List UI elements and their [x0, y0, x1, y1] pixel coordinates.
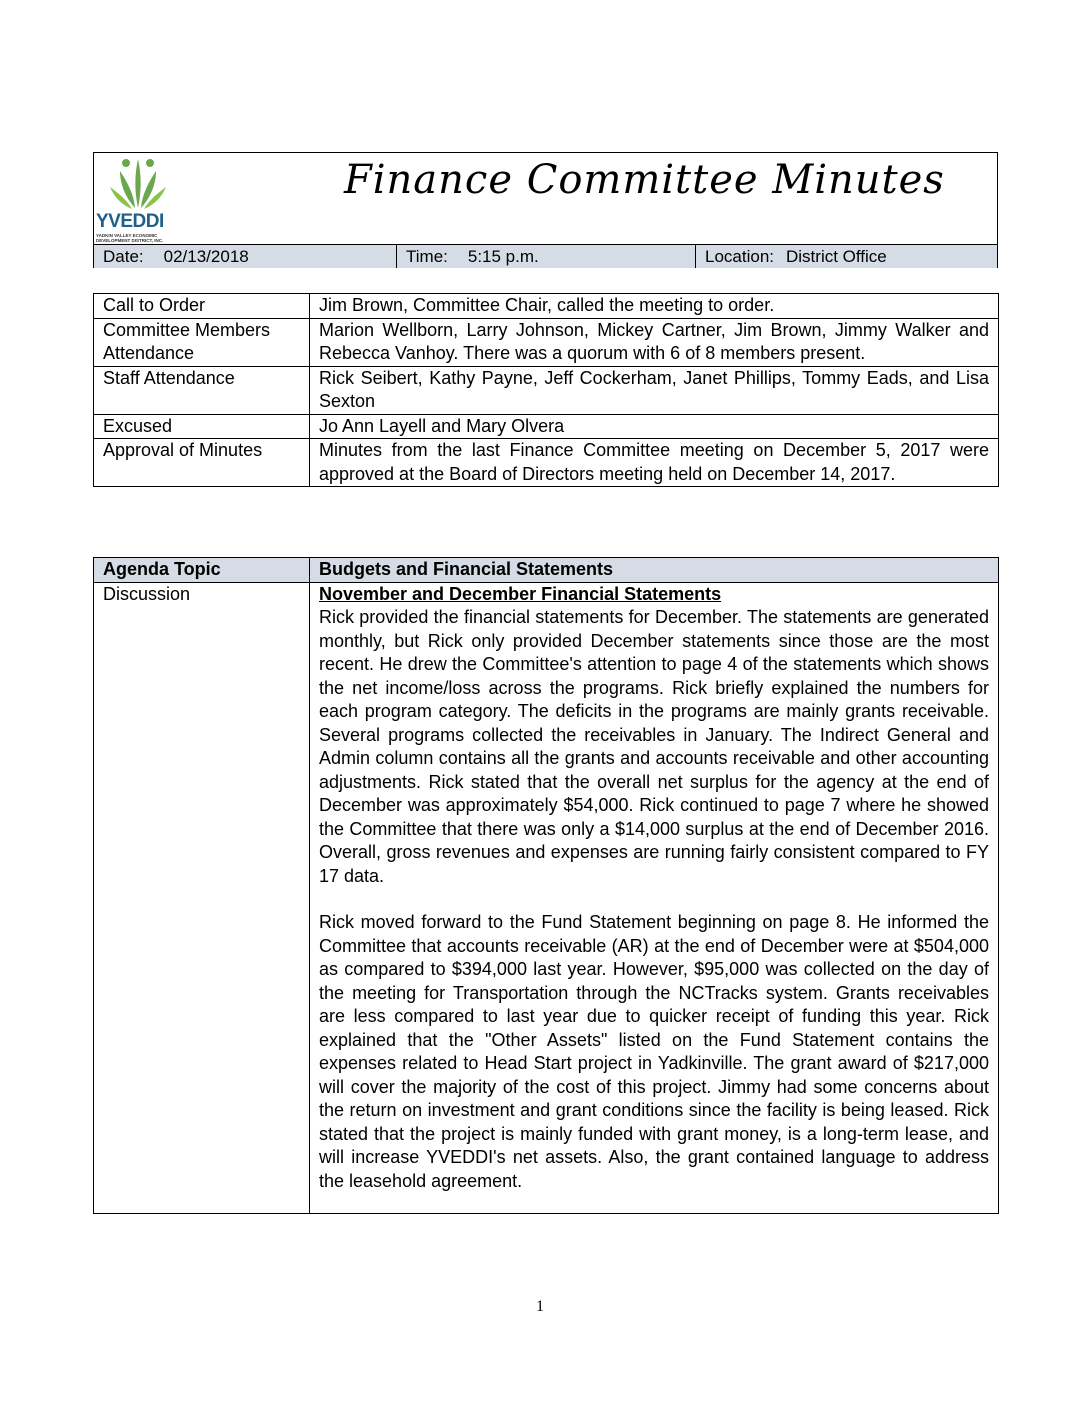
discussion-subheading: November and December Financial Statements [319, 583, 722, 604]
location-cell [695, 245, 997, 268]
row-label: Approval of Minutes [94, 439, 310, 487]
discussion-label: Discussion [94, 582, 310, 1214]
row-value: Minutes from the last Finance Committee meeting on December 5, 2017 were approved at the Board of Directors meeting held on December 14, 2017. [310, 439, 999, 487]
table-row [94, 318, 999, 366]
leaf-logo-icon [108, 153, 168, 211]
agenda-topic-value: Budgets and Financial Statements [310, 558, 999, 583]
row-value: Rick Seibert, Kathy Payne, Jeff Cockerham, Janet Phillips, Tommy Eads, and Lisa Sexton [310, 366, 999, 414]
row-value: Marion Wellborn, Larry Johnson, Mickey Cartner, Jim Brown, Jimmy Walker and Rebecca Vanhoy. There was a quorum with 6 of 8 members present. [310, 318, 999, 366]
discussion-paragraph-2: Rick moved forward to the Fund Statement beginning on page 8. He informed the Committee that accounts receivable (AR) at the end of December were at $504,000 as compared to $394,000 last year. However, $95,000 was collected on the day of the meeting for Transportation through the NCTracks system. Grants receivables are less compared to last year due to quicker receipt of funding this year. Rick explained that the "Other Assets" listed on the Fund Statement contains the expenses related to Head Start project in Yadkinville. The grant award of $217,000 will cover the majority of the cost of this project. Jimmy had some concerns about the return on investment and grant conditions since the facility is being leased. Rick stated that the project is mainly funded with grant money, is a long-term lease, and will increase YVEDDI's net assets. Also, the grant contained language to address the leasehold agreement. [319, 912, 989, 1191]
page-number: 1 [536, 1298, 544, 1315]
row-value: Jim Brown, Committee Chair, called the meeting to order. [310, 294, 999, 319]
row-label: Committee Members Attendance [94, 318, 310, 366]
discussion-content [310, 582, 999, 1214]
yveddi-logo [96, 155, 186, 245]
agenda-header-row [94, 558, 999, 583]
document-title: Finance Committee Minutes [344, 157, 945, 203]
document-header [93, 152, 998, 268]
date-cell [94, 245, 396, 268]
logo-name: YVEDDI [96, 211, 164, 232]
agenda-table [93, 557, 999, 1214]
time-value: 5:15 p.m. [467, 247, 539, 266]
time-label: Time: [406, 247, 448, 266]
table-row [94, 366, 999, 414]
meeting-info-row [94, 244, 997, 268]
logo-subtitle: YADKIN VALLEY ECONOMIC DEVELOPMENT DISTRICT, INC. [96, 233, 164, 243]
row-label: Staff Attendance [94, 366, 310, 414]
date-label: Date: [103, 247, 144, 266]
attendance-table [93, 293, 999, 487]
table-row [94, 439, 999, 487]
location-value: District Office [786, 247, 887, 266]
discussion-paragraph-1: Rick provided the financial statements for December. The statements are generated monthly, but Rick only provided December statements since those are the most recent. He drew the Committee's attention to page 4 of the statements which shows the net income/loss across the programs. Rick briefly explained the numbers for each program category. The deficits in the programs are mainly grants receivable. Several programs collected the receivables in January. The Indirect General and Admin column contains all the grants and accounts receivable and other accounting adjustments. Rick stated that the overall net surplus for the agency at the end of December was approximately $54,000. Rick continued to page 7 where he showed the Committee that there was only a $14,000 surplus at the end of December 2016. Overall, gross revenues and expenses are running fairly consistent compared to FY 17 data. [319, 607, 989, 886]
row-label: Excused [94, 414, 310, 439]
row-label: Call to Order [94, 294, 310, 319]
time-cell [396, 245, 695, 268]
date-value: 02/13/2018 [163, 247, 249, 266]
row-value: Jo Ann Layell and Mary Olvera [310, 414, 999, 439]
agenda-topic-label: Agenda Topic [94, 558, 310, 583]
table-row [94, 294, 999, 319]
location-label: Location: [705, 247, 774, 266]
table-row [94, 414, 999, 439]
discussion-row [94, 582, 999, 1214]
